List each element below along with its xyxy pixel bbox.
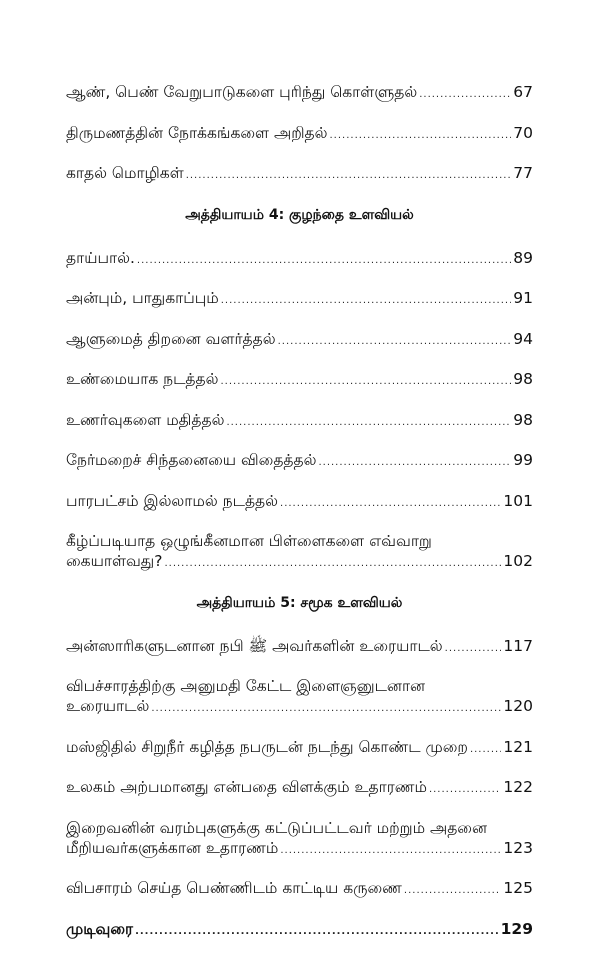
- dot-leader: [404, 881, 502, 901]
- toc-page-number: 122: [503, 778, 533, 796]
- dot-leader: [226, 413, 511, 433]
- toc-entry-title: ஆண், பெண் வேறுபாடுகளை புரிந்து கொள்ளுதல்: [66, 83, 418, 101]
- toc-page-number: 129: [500, 919, 533, 938]
- toc-entry-title: நேர்மறைச் சிந்தனையை விதைத்தல்: [66, 451, 317, 469]
- chapter-heading: அத்தியாயம் 4: குழந்தை உளவியல்: [185, 206, 414, 223]
- toc-page-number: 121: [503, 737, 533, 756]
- toc-entry-title: பாரபட்சம் இல்லாமல் நடத்தல்: [66, 491, 279, 510]
- dot-leader: [221, 291, 512, 311]
- toc-entry[interactable]: [66, 878, 533, 901]
- toc-page-number: 99: [513, 451, 533, 469]
- dot-leader: [221, 372, 512, 392]
- toc-entry-title: உணர்வுகளை மதித்தல்: [66, 410, 225, 429]
- toc-entry-title: கையாள்வது?: [66, 552, 163, 570]
- toc-entry-title: ஆளுமைத் திறனை வளர்த்தல்: [66, 329, 276, 348]
- toc-entry-title: அன்பும், பாதுகாப்பும்: [66, 289, 219, 307]
- toc-entry[interactable]: [66, 329, 533, 352]
- toc-entry-title: திருமணத்தின் நோக்கங்களை அறிதல்: [66, 123, 328, 142]
- toc-entry-title: உண்மையாக நடத்தல்: [66, 370, 219, 388]
- toc-entry[interactable]: [66, 676, 533, 719]
- toc-page-number: 89: [513, 248, 533, 267]
- dot-leader: [164, 554, 501, 574]
- toc-entry-title-line: கீழ்ப்படியாத ஒழுங்கீனமான பிள்ளைகளை எவ்வாறு: [66, 532, 432, 550]
- toc-entry[interactable]: [66, 123, 533, 146]
- toc-entry[interactable]: [66, 919, 533, 942]
- toc-entry[interactable]: [66, 82, 533, 105]
- toc-page-number: 70: [513, 123, 533, 142]
- toc-entry[interactable]: [66, 737, 533, 760]
- toc-page-number: 102: [503, 552, 533, 570]
- toc-entry-title-line: விபச்சாரத்திற்கு அனுமதி கேட்ட இளைஞனுடனான: [66, 677, 426, 695]
- toc-entry[interactable]: [66, 450, 533, 473]
- dot-leader: [280, 494, 501, 514]
- dot-leader: [419, 85, 511, 105]
- dot-leader: [330, 126, 512, 146]
- toc-entry[interactable]: [66, 410, 533, 433]
- toc-entry-title: தாய்பால்.: [66, 248, 135, 267]
- toc-entry-title: முடிவுரை: [66, 919, 134, 938]
- toc-page-number: 94: [513, 329, 533, 348]
- toc-entry[interactable]: [66, 636, 533, 659]
- toc-entry-title: உலகம் அற்பமானது என்பதை விளக்கும் உதாரணம்: [66, 778, 427, 796]
- toc-entry-title: விபசாரம் செய்த பெண்ணிடம் காட்டிய கருணை: [66, 879, 402, 897]
- dot-leader: [151, 699, 501, 719]
- toc-entry-title: மீறியவர்களுக்கான உதாரணம்: [66, 838, 279, 857]
- toc-entry-title: காதல் மொழிகள்: [66, 164, 184, 182]
- toc-entry-title: மஸ்ஜிதில் சிறுநீர் கழித்த நபருடன் நடந்து கொண்ட முறை: [66, 737, 468, 756]
- dot-leader: [135, 922, 499, 942]
- chapter-heading: அத்தியாயம் 5: சமூக உளவியல்: [196, 594, 403, 611]
- toc-entry[interactable]: [66, 491, 533, 514]
- toc-page-number: 101: [503, 491, 533, 510]
- toc-page-number: 98: [513, 410, 533, 429]
- dot-leader: [470, 740, 501, 760]
- toc-entry[interactable]: [66, 777, 533, 800]
- dot-leader: [318, 453, 511, 473]
- toc-entry[interactable]: [66, 818, 533, 861]
- toc-page-number: 117: [503, 636, 533, 655]
- dot-leader: [278, 332, 512, 352]
- dot-leader: [429, 780, 501, 800]
- toc-entry-title: அன்ஸாரிகளுடனான நபி ﷺ அவர்களின் உரையாடல்: [66, 636, 443, 655]
- toc-entry[interactable]: [66, 163, 533, 186]
- toc-entry[interactable]: [66, 369, 533, 392]
- toc-page-number: 77: [513, 164, 533, 182]
- toc-page-number: 120: [503, 697, 533, 715]
- table-of-contents: [66, 82, 533, 959]
- toc-page-number: 67: [513, 83, 533, 101]
- toc-page-number: 91: [513, 289, 533, 307]
- dot-leader: [186, 166, 512, 186]
- dot-leader: [137, 251, 511, 271]
- toc-entry-title: உரையாடல்: [66, 697, 150, 715]
- toc-page-number: 98: [513, 370, 533, 388]
- toc-entry[interactable]: [66, 288, 533, 311]
- dot-leader: [445, 639, 502, 659]
- toc-entry[interactable]: [66, 248, 533, 271]
- toc-page-number: 123: [503, 838, 533, 857]
- toc-entry-title-line: இறைவனின் வரம்புகளுக்கு கட்டுப்பட்டவர் மற்றும் அதனை: [66, 818, 487, 837]
- dot-leader: [280, 841, 501, 861]
- toc-entry[interactable]: [66, 531, 533, 574]
- toc-page-number: 125: [503, 879, 533, 897]
